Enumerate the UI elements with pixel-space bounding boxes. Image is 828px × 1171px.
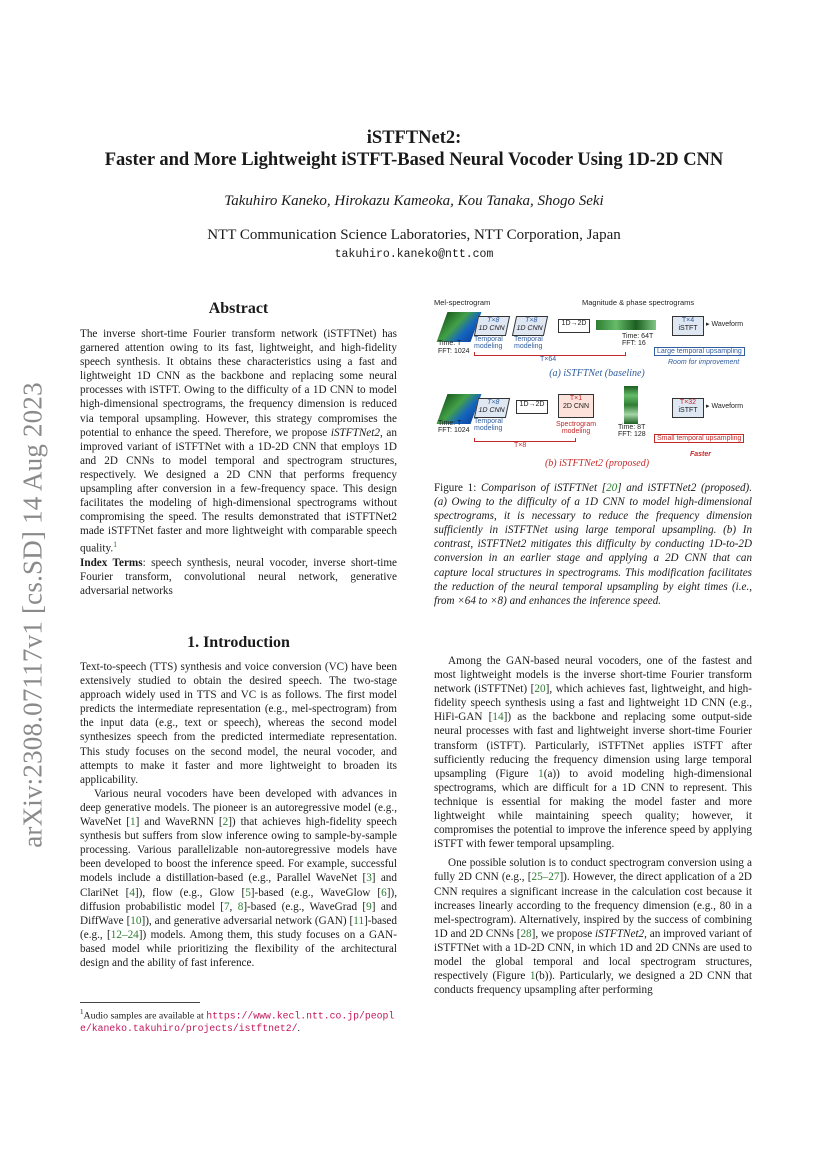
- mel-spectrogram-label: Mel-spectrogram: [434, 298, 491, 307]
- figure-1: [432, 296, 762, 474]
- b-fft-out: FFT: 128: [618, 431, 646, 438]
- abstract-text: The inverse short-time Fourier transform network (iSTFTNet) has garnered attention owing to its fast, lightweight, and high-fidelity speech synthesis. It obtains these characteristics using a fast and lightweight 1D CNN as the backbone and replacing some neural processes with iSTFT. Owing to the difficulty of a 1D CNN to model high-dimensional spectrograms, the frequency dimension is reduced via temporal upsampling. However, this strategy compromises the potential to enhance the speed. Therefore, we propose: [80, 328, 397, 439]
- citation-link[interactable]: 1: [130, 816, 136, 829]
- abstract-body: [80, 327, 397, 599]
- footnote-link[interactable]: 1: [113, 540, 118, 550]
- right-p2: One possible solution is to conduct spectrogram conversion using a fully 2D CNN (e.g., [25–27]). However, the direct application of a 2D CNN requires a significant increase in the calculation cost because it increases linearly according to the frequency dimension (e.g., 80 in a mel-spectrogram). Alternatively, inspired by the success of combining 1D and 2D CNNs [28], we propose iSTFTNet2, an improved variant of iSTFTNet with a 1D-2D CNN, in which 1D and 2D CNNs are used to model the global temporal and local spectrogram structures, respectively (Figure 1(b)). Particularly, we designed a 2D CNN that conducts frequency upsampling after performing: [434, 857, 752, 997]
- a-fft-in: FFT: 1024: [438, 348, 470, 355]
- a-1d-to-2d-box: 1D→2D: [558, 319, 590, 333]
- citation-link[interactable]: 10: [130, 914, 142, 927]
- a-temporal-modeling-2: Temporal modeling: [514, 336, 543, 350]
- a-1d-cnn-box-1: T×8 1D CNN: [474, 316, 510, 336]
- citation-link[interactable]: 3: [366, 872, 372, 885]
- b-spectrogram-image: [624, 386, 638, 424]
- a-brace-label: T×64: [540, 356, 557, 363]
- intro-body: [80, 660, 397, 970]
- a-waveform-label: ▸ Waveform: [706, 321, 744, 328]
- email: takuhiro.kaneko@ntt.com: [334, 248, 494, 261]
- mag-phase-label: Magnitude & phase spectrograms: [582, 298, 695, 307]
- figure-1-caption: Figure 1: Comparison of iSTFTNet [20] and iSTFTNet2 (proposed). (a) Owing to the difficulty of a 1D CNN to model high-dimensional spectrograms, it is necessary to reduce the frequency dimension sufficiently in iSTFTNet using large temporal upsampling. (b) In contrast, iSTFTNet2 mitigates this difficulty by conducting 1D-to-2D conversion in an earlier stage and applying a 2D CNN that can capture local structures in spectrograms. This modification facilitates the reduction of the neural temporal upsampling by eight times (i.e., from ×64 to ×8) and enhances the inference speed.: [434, 482, 753, 607]
- a-large-upsampling-tag: Large temporal upsampling: [654, 347, 745, 356]
- figure-link[interactable]: 1: [538, 767, 544, 780]
- citation-link[interactable]: 2: [222, 816, 229, 829]
- citation-link[interactable]: 9: [366, 900, 372, 913]
- citation-link[interactable]: 20: [534, 683, 546, 696]
- citation-link[interactable]: 4: [129, 886, 135, 899]
- audio-samples-link[interactable]: https://www.kecl.ntt.co.jp/people/kaneko.takuhiro/projects/istftnet2/: [80, 1010, 395, 1035]
- a-fft-out: FFT: 16: [622, 340, 646, 347]
- authors: Takuhiro Kaneko, Hirokazu Kameoka, Kou Tanaka, Shogo Seki: [224, 193, 604, 209]
- intro-heading: 1. Introduction: [187, 634, 290, 651]
- b-temporal-modeling: Temporal modeling: [474, 418, 503, 432]
- citation-link[interactable]: 5: [245, 886, 251, 899]
- subfigure-b-caption: (b) iSTFTNet2 (proposed): [544, 458, 650, 469]
- subfigure-a-caption: (a) iSTFTNet (baseline): [549, 368, 645, 379]
- right-column-body: [434, 654, 752, 997]
- b-time-in: Time: T: [438, 420, 462, 427]
- b-brace-label: T×8: [514, 442, 527, 449]
- b-1d-to-2d-box: 1D→2D: [516, 400, 548, 414]
- citation-link[interactable]: 20: [606, 482, 618, 494]
- paper-title-line1: iSTFTNet2:: [366, 128, 462, 148]
- a-time-in: Time: T: [438, 340, 462, 347]
- footnote-text: Audio samples are available at: [83, 1010, 207, 1022]
- b-faster-label: Faster: [690, 451, 712, 458]
- a-room-for-improvement: Room for improvement: [668, 359, 740, 366]
- b-fft-in: FFT: 1024: [438, 427, 470, 434]
- figure-link[interactable]: 1: [529, 970, 536, 983]
- footnote: $^1$Audio samples are available at https://www.kecl.ntt.co.jp/people/kaneko.takuhiro/projects/istftnet2/.: [80, 1008, 395, 1035]
- b-spectrogram-modeling: Spectrogram modeling: [556, 421, 597, 435]
- intro-p1: Text-to-speech (TTS) synthesis and voice conversion (VC) have been extensively studied to obtain the desired speech. The two-stage approach widely used in TTS and VC is as follows. The first model predicts the intermediate representation (e.g., mel-spectrogram) from the input data (e.g., text or speech), whereas the second model synthesizes speech from the predicted intermediate representation. This study focuses on the second model, the neural vocoder, and attempts to make it faster and more lightweight to broaden its applicability.: [80, 661, 397, 786]
- right-p1: Among the GAN-based neural vocoders, one of the fastest and most lightweight models is the inverse short-time Fourier transform network (iSTFTNet) [20], which achieves fast, lightweight, and high-fidelity speech synthesis using a fast and lightweight 1D CNN (e.g., HiFi-GAN [14]) as the backbone and replacing some output-side neural processes with fast and lightweight inverse short-time Fourier transform (iSTFT). Particularly, iSTFTNet applies iSTFT after sufficiently reducing the frequency dimension using large temporal upsampling (Figure 1(a)) to avoid modeling high-dimensional spectrograms, which are difficult for a 1D CNN to represent. This technique is essential for making the model faster and more lightweight while maintaining speech quality; however, it compromises the potential to improve the inference speed by applying iSTFT with fewer temporal upsampling.: [434, 655, 752, 851]
- footnote-rule: [80, 1002, 200, 1003]
- a-time-out: Time: 64T: [622, 333, 654, 340]
- abstract-model-name: iSTFTNet2: [330, 426, 380, 439]
- affiliation: NTT Communication Science Laboratories, NTT Corporation, Japan: [207, 227, 621, 243]
- citation-link[interactable]: 25–27: [531, 871, 560, 884]
- index-terms: : speech synthesis, neural vocoder, inverse short-time Fourier transform, convolutional neural network, generative adversarial networks: [80, 557, 397, 598]
- abstract-text: , an improved variant of iSTFTNet with a 1D-2D CNN that employs 1D and 2D CNNs to model temporal and spectrogram structures, respectively. We designed a 2D CNN that performs frequency upsampling after conversion in a few-frequency space. This design facilitates the modeling of high-dimensional spectrograms without compromising the speed. The results demonstrated that iSTFTNet2 made iSTFTNet faster and more lightweight with comparable speech quality.: [80, 426, 397, 556]
- citation-link[interactable]: 8: [237, 900, 244, 913]
- citation-link[interactable]: 6: [381, 886, 387, 899]
- arxiv-sidebar: [10, 355, 56, 875]
- b-1d-cnn-box: T×8 1D CNN: [474, 398, 510, 418]
- paper-title-line2: Faster and More Lightweight iSTFT-Based Neural Vocoder Using 1D-2D CNN: [104, 150, 724, 170]
- a-spectrogram-image: [596, 320, 656, 330]
- citation-link[interactable]: 7: [223, 900, 230, 913]
- a-istft-box: T×4 iSTFT: [672, 316, 704, 336]
- arxiv-id: arXiv:2308.07117v1 [cs.SD] 14 Aug 2023: [17, 382, 48, 848]
- intro-p2: Various neural vocoders have been developed with advances in deep generative models. The pioneer is an autoregressive model (e.g., WaveNet [1] and WaveRNN [2]) that achieves high-fidelity speech synthesis but suffers from slow inference owing to sample-by-sample processing. Various parallelizable non-autoregressive models have been developed to boost the inference speed. For example, successful models include a distillation-based (e.g., Parallel WaveNet [3] and ClariNet [4]), flow (e.g., Glow [5]-based (e.g., WaveGlow [6]), diffusion probabilistic model [7, 8]-based (e.g., WaveGrad [9] and DiffWave [10]), and generative adversarial network (GAN) [11]-based (e.g., [12–24]) models. Among them, this study focuses on a GAN-based model while prioritizing the flexibility of the architectural design and the ability of fast inference.: [80, 787, 398, 969]
- citation-link[interactable]: 14: [492, 711, 504, 724]
- b-istft-box: T×32 iSTFT: [672, 398, 704, 418]
- index-terms-label: Index Terms: [80, 557, 143, 570]
- a-1d-cnn-box-2: T×8 1D CNN: [512, 316, 548, 336]
- b-waveform-label: ▸ Waveform: [706, 403, 744, 410]
- a-temporal-modeling-1: Temporal modeling: [474, 336, 503, 350]
- citation-link[interactable]: 12–24: [110, 928, 139, 941]
- citation-link[interactable]: 28: [520, 927, 532, 940]
- b-small-upsampling-tag: Small temporal upsampling: [654, 434, 744, 443]
- b-time-out: Time: 8T: [618, 424, 646, 431]
- abstract-heading: Abstract: [208, 300, 269, 317]
- citation-link[interactable]: 11: [353, 914, 365, 927]
- b-2d-cnn-box: T×1 2D CNN: [558, 394, 594, 418]
